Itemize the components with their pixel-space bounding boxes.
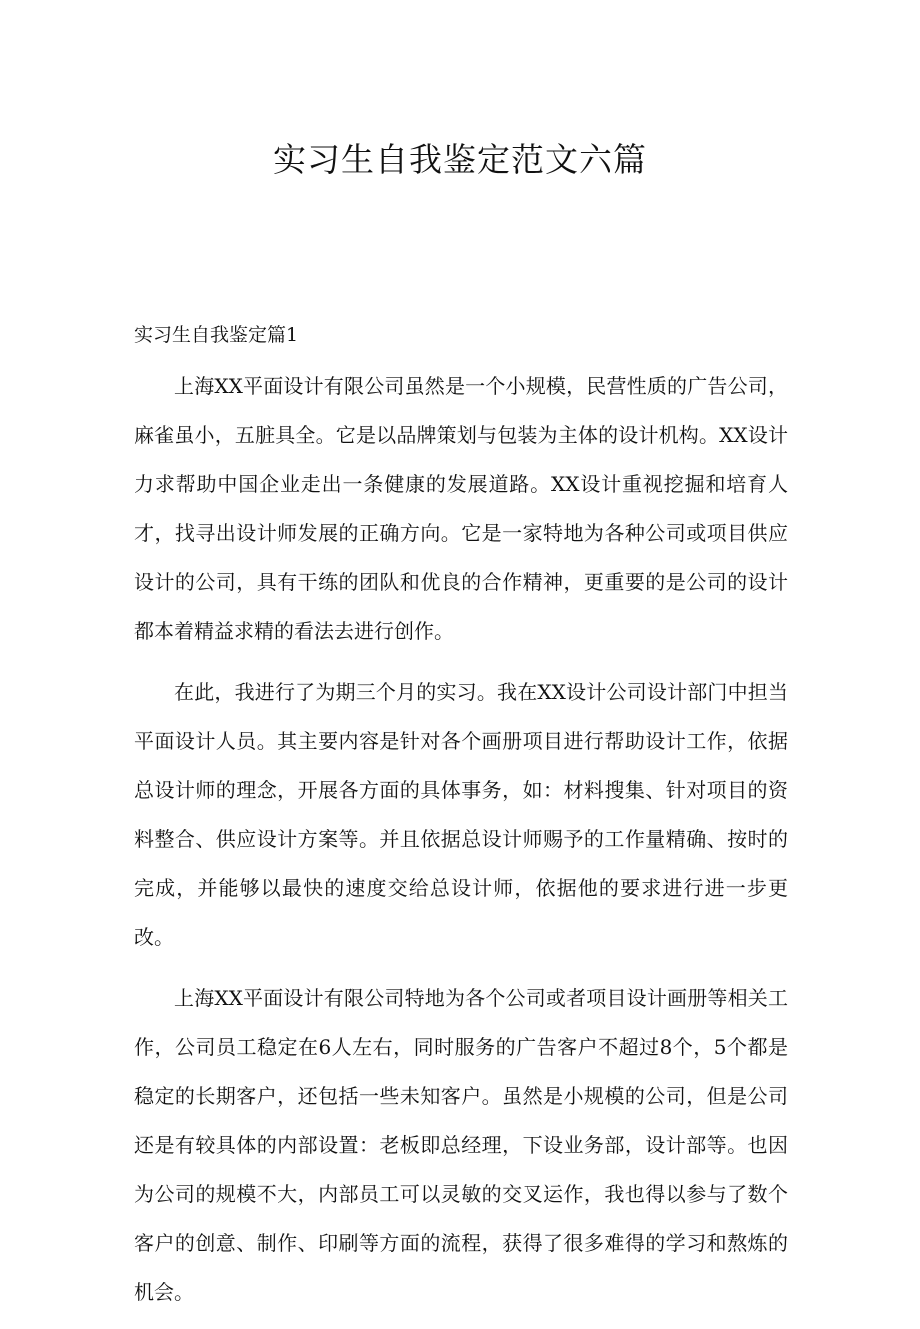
section-heading: 实习生自我鉴定篇1: [134, 324, 299, 346]
document-title: 实习生自我鉴定范文六篇: [273, 140, 647, 179]
paragraph-2: 在此，我进行了为期三个月的实习。我在XX设计公司设计部门中担当平面设计人员。其主要内容是针对各个画册项目进行帮助设计工作，依据总设计师的理念，开展各方面的具体事务，如：材料搜集、针对项目的资料整合、供应设计方案等。并且依据总设计师赐予的工作量精确、按时的完成，并能够以最快的速度交给总设计师，依据他的要求进行进一步更改。: [134, 680, 788, 949]
paragraph-1: 上海XX平面设计有限公司虽然是一个小规模，民营性质的广告公司，麻雀虽小，五脏具全。它是以品牌策划与包装为主体的设计机构。XX设计力求帮助中国企业走出一条健康的发展道路。XX设计重视挖掘和培育人才，找寻出设计师发展的正确方向。它是一家特地为各种公司或项目供应设计的公司，具有干练的团队和优良的合作精神，更重要的是公司的设计都本着精益求精的看法去进行创作。: [134, 374, 788, 643]
paragraph-3: 上海XX平面设计有限公司特地为各个公司或者项目设计画册等相关工作，公司员工稳定在6人左右，同时服务的广告客户不超过8个，5个都是稳定的长期客户，还包括一些未知客户。虽然是小规模的公司，但是公司还是有较具体的内部设置：老板即总经理，下设业务部，设计部等。也因为公司的规模不大，内部员工可以灵敏的交叉运作，我也得以参与了数个客户的创意、制作、印刷等方面的流程，获得了很多难得的学习和熬炼的机会。: [134, 986, 788, 1304]
body-text: [134, 362, 788, 1329]
